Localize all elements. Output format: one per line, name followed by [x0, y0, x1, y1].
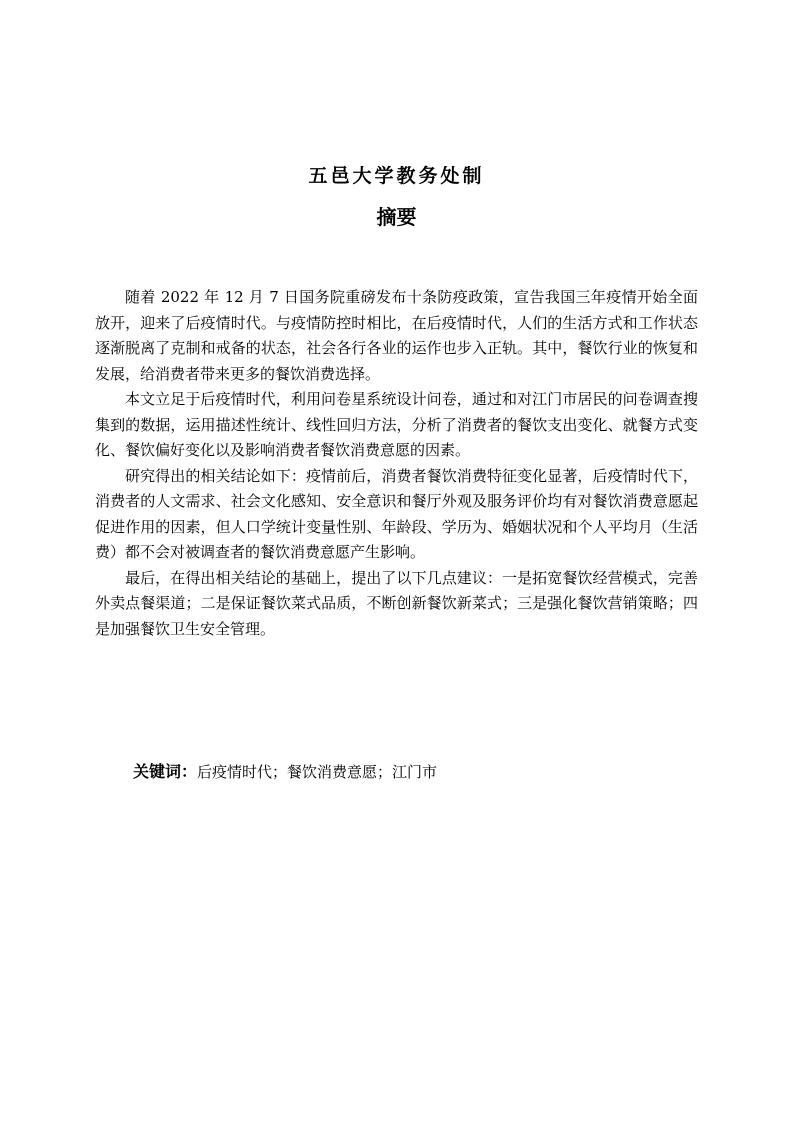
- keywords-line: [133, 759, 693, 785]
- keywords-label: 关键词：: [133, 762, 198, 781]
- abstract-heading: 摘要: [376, 205, 417, 229]
- abstract-paragraph: 随着 2022 年 12 月 7 日国务院重磅发布十条防疫政策，宣告我国三年疫情开始全面放开，迎来了后疫情时代。与疫情防控时相比，在后疫情时代，人们的生活方式和工作状态逐渐脱离了克制和戒备的状态，社会各行各业的运作也步入正轨。其中，餐饮行业的恢复和发展，给消费者带来更多的餐饮消费选择。: [95, 288, 698, 383]
- abstract-body: [95, 285, 698, 642]
- abstract-paragraph: 研究得出的相关结论如下：疫情前后，消费者餐饮消费特征变化显著，后疫情时代下，消费者的人文需求、社会文化感知、安全意识和餐厅外观及服务评价均有对餐饮消费意愿起促进作用的因素，但人口学统计变量性别、年龄段、学历为、婚姻状况和个人平均月（生活费）都不会对被调查者的餐饮消费意愿产生影响。: [95, 466, 698, 561]
- abstract-paragraph: 最后，在得出相关结论的基础上，提出了以下几点建议：一是拓宽餐饮经营模式，完善外卖点餐渠道；二是保证餐饮菜式品质，不断创新餐饮新菜式；三是强化餐饮营销策略；四是加强餐饮卫生安全管理。: [95, 568, 698, 638]
- keywords-value: 后疫情时代；餐饮消费意愿；江门市: [197, 763, 438, 781]
- header-title: 五邑大学教务处制: [308, 165, 485, 187]
- abstract-paragraph: 本文立足于后疫情时代，利用问卷星系统设计问卷，通过和对江门市居民的问卷调查搜集到的数据，运用描述性统计、线性回归方法，分析了消费者的餐饮支出变化、就餐方式变化、餐饮偏好变化以及影响消费者餐饮消费意愿的因素。: [95, 390, 698, 459]
